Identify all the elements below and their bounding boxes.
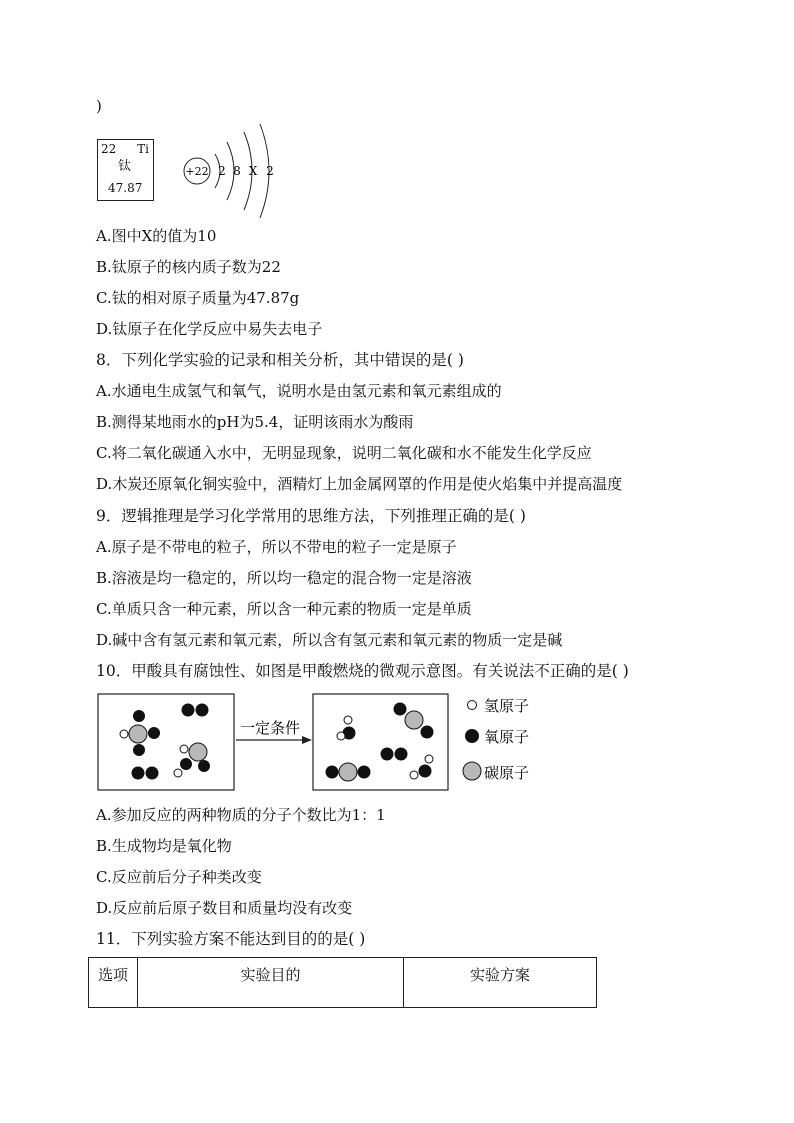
q7-option-c: C.钛的相对原子质量为47.87g [96,289,300,307]
table-header-row [89,958,597,1008]
oxygen-atom [133,744,145,756]
hydrogen-atom [425,755,433,763]
oxygen-atom [146,767,159,780]
oxygen-atom [395,748,408,761]
q8-stem: 8．下列化学实验的记录和相关分析，其中错误的是( ) [96,351,464,369]
carbon-atom [129,725,147,743]
legend-hydrogen-icon [468,701,477,710]
nucleus-charge: +22 [185,165,209,178]
q7-option-b: B.钛原子的核内质子数为22 [96,258,281,276]
q9-option-d: D.碱中含有氢元素和氧元素，所以含有氢元素和氧元素的物质一定是碱 [96,631,563,649]
formic-acid-combustion-figure [96,692,556,794]
oxygen-atom [421,726,434,739]
q8-option-a: A.水通电生成氢气和氧气，说明水是由氢元素和氧元素组成的 [96,382,502,400]
element-card-titanium [97,139,154,201]
element-symbol: Ti [137,142,149,156]
element-name: 钛 [118,159,132,174]
q9-option-b: B.溶液是均一稳定的，所以均一稳定的混合物一定是溶液 [96,569,472,587]
oxygen-atom [180,758,192,770]
hydrogen-atom [180,745,188,753]
oxygen-atom [182,704,195,717]
oxygen-atom [394,703,407,716]
q10-option-a: A.参加反应的两种物质的分子个数比为1：1 [96,806,386,824]
legend-carbon-label: 碳原子 [484,764,530,782]
q10-stem: 10．甲酸具有腐蚀性、如图是甲酸燃烧的微观示意图。有关说法不正确的是( ) [96,662,629,680]
reaction-condition: 一定条件 [239,719,301,737]
legend-carbon-icon [463,762,481,780]
legend-oxygen-icon [465,729,479,743]
oxygen-atom [132,767,145,780]
q7-option-d: D.钛原子在化学反应中易失去电子 [96,320,323,338]
hydrogen-atom [337,732,345,740]
shell-electrons-2: 8 [233,164,241,178]
arrow-head [302,736,312,744]
atomic-mass: 47.87 [108,181,143,195]
atomic-number: 22 [101,142,117,156]
q10-option-c: C.反应前后分子种类改变 [96,868,262,886]
q9-option-a: A.原子是不带电的粒子，所以不带电的粒子一定是原子 [96,538,457,556]
q11-options-table [88,957,597,1008]
q9-option-c: C.单质只含一种元素，所以含一种元素的物质一定是单质 [96,600,472,618]
reactants-box [98,694,234,790]
header-option: 选项 [89,958,138,1008]
carbon-atom [189,743,207,761]
continued-paren: ) [96,97,102,115]
oxygen-atom [133,710,145,722]
header-purpose: 实验目的 [138,958,404,1008]
q7-option-a: A.图中X的值为10 [96,227,217,245]
legend-oxygen-label: 氧原子 [484,728,530,746]
q8-option-b: B.测得某地雨水的pH为5.4，证明该雨水为酸雨 [96,413,414,431]
oxygen-atom [419,765,432,778]
oxygen-atom [358,766,371,779]
shell-electrons-4: 2 [266,164,274,178]
q10-option-d: D.反应前后原子数目和质量均没有改变 [96,899,353,917]
header-plan: 实验方案 [404,958,597,1008]
carbon-atom [405,711,423,729]
legend-hydrogen-label: 氢原子 [484,697,530,715]
carbon-atom [339,763,357,781]
q8-option-d: D.木炭还原氧化铜实验中，酒精灯上加金属网罩的作用是使火焰集中并提高温度 [96,475,623,493]
oxygen-atom [326,766,339,779]
oxygen-atom [198,760,210,772]
hydrogen-atom [344,716,352,724]
atom-structure-diagram [180,120,290,220]
oxygen-atom [196,704,209,717]
q8-option-c: C.将二氧化碳通入水中，无明显现象，说明二氧化碳和水不能发生化学反应 [96,444,592,462]
hydrogen-atom [120,730,128,738]
hydrogen-atom [174,769,182,777]
oxygen-atom [148,727,160,739]
shell-electrons-1: 2 [218,164,226,178]
oxygen-atom [381,748,394,761]
shell-electrons-3: X [248,164,258,178]
q9-stem: 9．逻辑推理是学习化学常用的思维方法，下列推理正确的是( ) [96,507,526,525]
q11-stem: 11．下列实验方案不能达到目的的是( ) [96,930,366,948]
q10-option-b: B.生成物均是氧化物 [96,837,232,855]
hydrogen-atom [410,771,418,779]
